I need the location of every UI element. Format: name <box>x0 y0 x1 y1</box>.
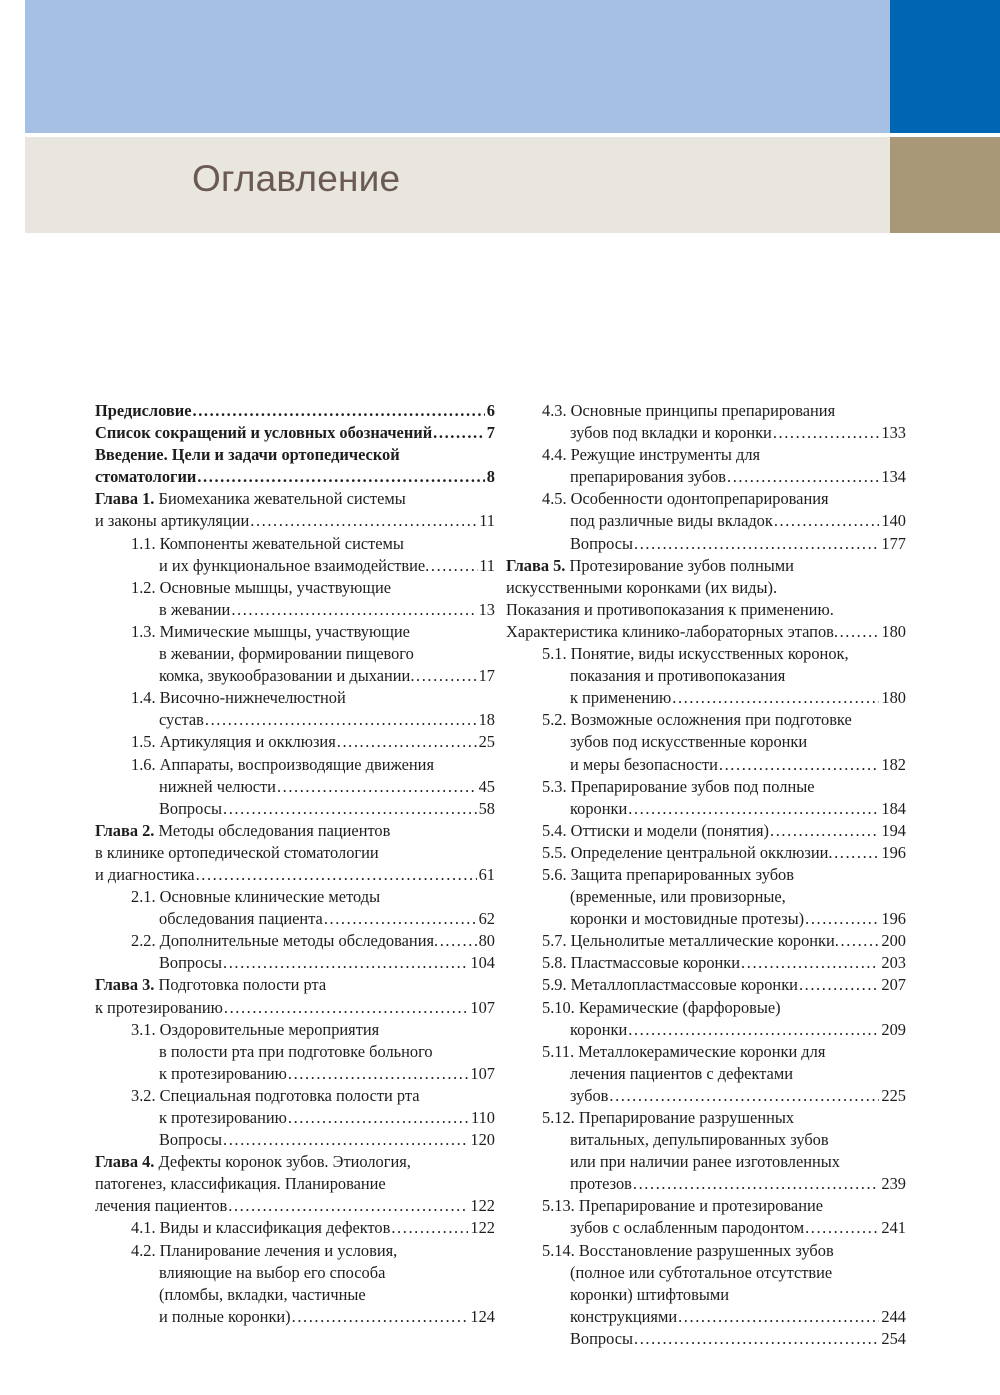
toc-entry[interactable] <box>506 1262 906 1284</box>
toc-entry[interactable] <box>95 864 495 886</box>
toc-page-number: 184 <box>881 798 906 818</box>
toc-page-number: 13 <box>478 599 495 619</box>
toc-entry-text: 4.4. Режущие инструменты для <box>542 445 761 465</box>
toc-page-number: 104 <box>470 953 495 973</box>
toc-entry-text: (пломбы, вкладки, частичные <box>159 1284 366 1304</box>
toc-column-right <box>506 400 906 1350</box>
toc-entry[interactable] <box>95 1195 495 1217</box>
toc-entry[interactable] <box>506 1019 906 1041</box>
toc-entry[interactable] <box>95 1063 495 1085</box>
toc-leader-dots <box>196 864 477 886</box>
toc-leader-dots <box>223 798 477 820</box>
toc-entry[interactable] <box>506 599 906 621</box>
toc-page-number: 239 <box>881 1174 906 1194</box>
decorative-band-beige-light <box>25 137 890 233</box>
toc-entry-text: к протезированию <box>95 997 223 1017</box>
toc-leader-dots <box>250 510 477 532</box>
toc-entry[interactable] <box>95 930 495 952</box>
toc-entry-text: 5.11. Металлокерамические коронки для <box>542 1041 826 1061</box>
toc-entry[interactable] <box>95 599 495 621</box>
toc-entry-text: зубов под вкладки и коронки <box>570 423 772 443</box>
toc-page-number: 58 <box>478 798 495 818</box>
toc-entry[interactable] <box>506 621 906 643</box>
toc-entry[interactable] <box>506 731 906 753</box>
toc-entry-text: комка, звукообразовании и дыхании <box>159 666 411 686</box>
toc-entry[interactable] <box>506 952 906 974</box>
toc-entry[interactable] <box>506 1217 906 1239</box>
toc-entry[interactable] <box>506 754 906 776</box>
toc-leader-dots <box>835 930 881 952</box>
page-title: Оглавление <box>192 158 401 199</box>
toc-entry-text: 1.1. Компоненты жевательной системы <box>131 533 404 553</box>
toc-entry[interactable] <box>95 1085 495 1107</box>
toc-entry[interactable] <box>506 1195 906 1217</box>
toc-entry[interactable] <box>95 555 495 577</box>
toc-entry-text: патогенез, классификация. Планирование <box>95 1174 386 1194</box>
toc-entry-text: 2.2. Дополнительные методы обследования <box>131 931 435 951</box>
toc-page-number: 45 <box>478 776 495 796</box>
toc-entry[interactable] <box>95 1173 495 1195</box>
toc-page-number: 207 <box>881 975 906 995</box>
toc-entry[interactable] <box>95 1019 495 1041</box>
toc-entry-text: коронки и мостовидные протезы) <box>570 909 805 929</box>
toc-entry-text: коронки) штифтовыми <box>570 1284 729 1304</box>
header-banner <box>0 0 1000 234</box>
toc-entry-text: к протезированию <box>159 1063 287 1083</box>
toc-leader-dots <box>410 665 477 687</box>
toc-entry[interactable] <box>95 776 495 798</box>
toc-entry[interactable] <box>95 533 495 555</box>
toc-entry[interactable] <box>95 510 495 532</box>
toc-entry-text: под различные виды вкладок <box>570 511 773 531</box>
toc-entry-text: обследования пациента <box>159 909 323 929</box>
toc-entry[interactable] <box>506 930 906 952</box>
toc-entry[interactable] <box>506 1129 906 1151</box>
toc-entry[interactable] <box>506 1151 906 1173</box>
toc-entry[interactable] <box>506 776 906 798</box>
toc-entry-text: 5.2. Возможные осложнения при подготовке <box>542 710 852 730</box>
toc-entry[interactable] <box>95 400 495 422</box>
toc-leader-dots <box>292 1306 469 1328</box>
toc-entry[interactable] <box>506 997 906 1019</box>
toc-entry-text: 4.3. Основные принципы препарирования <box>542 401 836 420</box>
toc-leader-dots <box>228 1195 468 1217</box>
toc-entry-text: 4.5. Особенности одонтопрепарирования <box>542 489 829 509</box>
toc-entry[interactable] <box>506 842 906 864</box>
toc-entry-text: Методы обследования пациентов <box>158 820 391 840</box>
toc-entry-text: 5.1. Понятие, виды искусственных коронок, <box>542 644 849 664</box>
toc-entry-text: 5.10. Керамические (фарфоровые) <box>542 997 781 1017</box>
toc-page-number: 196 <box>881 909 906 929</box>
toc-entry-text: Вопросы <box>159 1130 222 1150</box>
toc-leader-dots <box>223 952 468 974</box>
toc-entry-text: 5.3. Препарирование зубов под полные <box>542 776 815 796</box>
toc-leader-dots <box>224 997 469 1019</box>
toc-page-number: 254 <box>881 1328 906 1348</box>
toc-entry-text: лечения пациентов <box>95 1196 228 1216</box>
toc-leader-dots <box>231 599 476 621</box>
toc-entry-text: препарирования зубов <box>570 467 727 487</box>
toc-entry-text: зубов с ослабленным пародонтом <box>570 1218 805 1238</box>
toc-leader-dots <box>425 555 478 577</box>
toc-entry-chapter-label: Глава 4. <box>95 1152 155 1172</box>
toc-page-number: 124 <box>470 1306 495 1326</box>
toc-entry-text: искусственными коронками (их виды). <box>506 577 778 597</box>
toc-page-number: 8 <box>486 467 495 487</box>
toc-entry[interactable] <box>506 665 906 687</box>
toc-entry-text: 5.12. Препарирование разрушенных <box>542 1108 795 1127</box>
toc-entry[interactable] <box>506 1240 906 1262</box>
toc-page-number: 107 <box>470 997 495 1017</box>
toc-entry[interactable] <box>506 1041 906 1063</box>
toc-entry-text: Дефекты коронок зубов. Этиология, <box>158 1152 411 1172</box>
toc-entry-text: конструкциями <box>570 1306 678 1326</box>
toc-entry[interactable] <box>95 997 495 1019</box>
toc-leader-dots <box>634 1328 879 1350</box>
toc-page-number: 6 <box>486 401 495 420</box>
toc-entry-text: 5.5. Определение центральной окклюзии <box>542 842 829 862</box>
toc-entry[interactable] <box>506 908 906 930</box>
toc-page-number: 203 <box>881 953 906 973</box>
toc-entry[interactable] <box>95 731 495 753</box>
toc-leader-dots <box>628 1019 879 1041</box>
toc-leader-dots <box>277 776 477 798</box>
decorative-band-blue-dark <box>890 0 1000 133</box>
toc-entry-text: 5.9. Металлопластмассовые коронки <box>542 975 798 995</box>
toc-entry-text: 1.2. Основные мышцы, участвующие <box>131 577 392 597</box>
toc-entry-text: и полные коронки) <box>159 1306 291 1326</box>
toc-entry-text: или при наличии ранее изготовленных <box>570 1152 840 1172</box>
toc-leader-dots <box>391 1217 468 1239</box>
toc-entry[interactable] <box>95 444 495 466</box>
toc-entry-text: 1.5. Артикуляция и окклюзия <box>131 732 336 752</box>
toc-leader-dots <box>193 400 485 422</box>
toc-entry[interactable] <box>95 1240 495 1262</box>
toc-entry-text: 5.13. Препарирование и протезирование <box>542 1196 824 1216</box>
toc-entry[interactable] <box>95 820 495 842</box>
toc-page-number: 209 <box>881 1019 906 1039</box>
toc-entry[interactable] <box>95 842 495 864</box>
toc-entry-text: 4.1. Виды и классификация дефектов <box>131 1218 391 1238</box>
toc-page-number: 225 <box>881 1085 906 1105</box>
toc-entry[interactable] <box>95 1151 495 1173</box>
toc-entry-text: Характеристика клинико-лабораторных этапов <box>506 621 834 641</box>
toc-entry[interactable] <box>95 422 495 444</box>
toc-leader-dots <box>197 466 484 488</box>
toc-entry[interactable] <box>506 555 906 577</box>
toc-entry[interactable] <box>95 665 495 687</box>
toc-entry[interactable] <box>506 864 906 886</box>
toc-entry[interactable] <box>506 533 906 555</box>
toc-entry[interactable] <box>506 400 906 422</box>
toc-entry-text: 1.6. Аппараты, воспроизводящие движения <box>131 754 434 774</box>
toc-entry[interactable] <box>506 422 906 444</box>
toc-entry-text: и диагностика <box>95 864 195 884</box>
toc-entry[interactable] <box>95 1129 495 1151</box>
toc-entry-text: 3.1. Оздоровительные мероприятия <box>131 1019 380 1039</box>
toc-entry-text: 5.8. Пластмассовые коронки <box>542 953 741 973</box>
toc-entry-text: Введение. Цели и задачи ортопедической <box>95 445 400 465</box>
toc-entry[interactable] <box>95 643 495 665</box>
toc-leader-dots <box>434 930 478 952</box>
toc-entry[interactable] <box>506 820 906 842</box>
toc-entry-text: в жевании <box>159 599 231 619</box>
toc-entry-text: лечения пациентов с дефектами <box>570 1063 793 1083</box>
toc-entry-text: витальных, депульпированных зубов <box>570 1130 829 1150</box>
toc-page-number: 194 <box>881 820 906 840</box>
toc-leader-dots <box>205 709 477 731</box>
toc-entry-text: к протезированию <box>159 1108 287 1127</box>
toc-entry[interactable] <box>506 1328 906 1350</box>
toc-entry[interactable] <box>506 1063 906 1085</box>
toc-entry[interactable] <box>506 466 906 488</box>
toc-entry[interactable] <box>95 1262 495 1284</box>
toc-page-number: 7 <box>486 423 495 443</box>
toc-page-number: 182 <box>881 754 906 774</box>
toc-page-number: 122 <box>470 1196 495 1216</box>
toc-entry-text: Список сокращений и условных обозначений <box>95 423 433 443</box>
toc-entry-text: стоматологии <box>95 467 197 487</box>
toc-entry-text: и меры безопасности <box>570 754 718 774</box>
toc-entry[interactable] <box>506 510 906 532</box>
toc-page-number: 18 <box>478 710 495 730</box>
toc-entry-text: Вопросы <box>159 953 222 973</box>
toc-page-number: 25 <box>478 732 495 752</box>
toc-entry-text: нижней челюсти <box>159 776 276 796</box>
toc-entry[interactable] <box>506 974 906 996</box>
toc-entry[interactable] <box>506 1085 906 1107</box>
toc-page-number: 180 <box>881 688 906 708</box>
toc-entry-text: 5.4. Оттиски и модели (понятия) <box>542 820 770 840</box>
toc-entry-chapter-label: Глава 2. <box>95 820 155 840</box>
toc-entry-text: в клинике ортопедической стоматологии <box>95 842 379 862</box>
toc-entry-chapter-label: Глава 1. <box>95 489 155 509</box>
toc-leader-dots <box>805 908 879 930</box>
toc-entry[interactable] <box>95 488 495 510</box>
toc-leader-dots <box>799 974 879 996</box>
toc-leader-dots <box>741 952 879 974</box>
toc-leader-dots <box>805 1217 879 1239</box>
toc-entry[interactable] <box>95 466 495 488</box>
toc-entry[interactable] <box>95 886 495 908</box>
toc-entry[interactable] <box>95 798 495 820</box>
toc-page-number: 122 <box>470 1218 495 1238</box>
toc-entry[interactable] <box>506 444 906 466</box>
toc-entry[interactable] <box>95 952 495 974</box>
toc-leader-dots <box>324 908 477 930</box>
toc-entry-text: 5.6. Защита препарированных зубов <box>542 864 794 884</box>
toc-entry-text: в полости рта при подготовке больного <box>159 1041 433 1061</box>
toc-page-number: 62 <box>478 909 495 929</box>
toc-entry[interactable] <box>506 687 906 709</box>
toc-entry-text: (полное или субтотальное отсутствие <box>570 1262 833 1282</box>
toc-entry[interactable] <box>506 886 906 908</box>
toc-page-number: 110 <box>471 1108 495 1127</box>
toc-entry-text: 2.1. Основные клинические методы <box>131 887 381 907</box>
toc-entry-text: к применению <box>570 688 672 708</box>
toc-entry[interactable] <box>95 1107 495 1129</box>
toc-leader-dots <box>633 1173 880 1195</box>
toc-leader-dots <box>678 1306 879 1328</box>
toc-entry[interactable] <box>95 1284 495 1306</box>
toc-entry[interactable] <box>95 709 495 731</box>
toc-entry-text: и их функциональное взаимодействие <box>159 555 426 575</box>
toc-entry-text: (временные, или провизорные, <box>570 887 786 907</box>
toc-leader-dots <box>774 510 880 532</box>
toc-entry-text: зубов под искусственные коронки <box>570 732 808 752</box>
toc-entry-text: влияющие на выбор его способа <box>159 1262 386 1282</box>
toc-entry[interactable] <box>506 577 906 599</box>
toc-entry-text: Вопросы <box>159 798 222 818</box>
toc-entry[interactable] <box>506 643 906 665</box>
toc-leader-dots <box>727 466 879 488</box>
toc-page-number: 120 <box>470 1130 495 1150</box>
toc-entry[interactable] <box>506 709 906 731</box>
toc-entry-text: 1.3. Мимические мышцы, участвующие <box>131 621 410 641</box>
toc-entry[interactable] <box>95 687 495 709</box>
toc-page-number: 196 <box>881 842 906 862</box>
toc-entry-text: сустав <box>159 710 204 730</box>
toc-entry[interactable] <box>506 1284 906 1306</box>
toc-leader-dots <box>223 1129 468 1151</box>
toc-entry-text: Подготовка полости рта <box>158 975 327 995</box>
toc-entry-text: зубов <box>570 1085 609 1105</box>
toc-entry-text: 3.2. Специальная подготовка полости рта <box>131 1085 420 1105</box>
toc-entry[interactable] <box>95 1041 495 1063</box>
toc-page-number: 11 <box>479 511 495 531</box>
toc-entry[interactable] <box>95 754 495 776</box>
toc-entry-text: Показания и противопоказания к применению. <box>506 599 834 619</box>
toc-page-number: 17 <box>478 666 495 686</box>
toc-entry-text: Предисловие <box>95 401 192 420</box>
toc-leader-dots <box>609 1085 879 1107</box>
toc-page-number: 107 <box>470 1063 495 1083</box>
toc-entry-text: коронки <box>570 1019 628 1039</box>
toc-entry[interactable] <box>95 621 495 643</box>
toc-leader-dots <box>288 1063 469 1085</box>
toc-leader-dots <box>834 621 881 643</box>
toc-entry-text: протезов <box>570 1174 632 1194</box>
toc-page-number: 241 <box>881 1218 906 1238</box>
toc-entry-text: 5.7. Цельнолитые металлические коронки <box>542 931 835 951</box>
toc-leader-dots <box>337 731 477 753</box>
toc-page-number: 244 <box>881 1306 906 1326</box>
toc-entry-text: 1.4. Височно-нижнечелюстной <box>131 688 346 708</box>
toc-entry[interactable] <box>506 798 906 820</box>
toc-entry[interactable] <box>95 577 495 599</box>
toc-leader-dots <box>773 422 880 444</box>
toc-entry-chapter-label: Глава 5. <box>506 555 566 575</box>
toc-entry[interactable] <box>506 1107 906 1129</box>
decorative-band-beige-dark <box>890 137 1000 233</box>
toc-leader-dots <box>433 422 485 444</box>
toc-page-number: 134 <box>881 467 906 487</box>
toc-page-number: 80 <box>478 931 495 951</box>
toc-page-number: 133 <box>881 423 906 443</box>
toc-leader-dots <box>672 687 879 709</box>
toc-column-left <box>95 400 495 1328</box>
toc-entry-text: показания и противопоказания <box>570 666 786 686</box>
toc-entry-text: в жевании, формировании пищевого <box>159 644 414 664</box>
toc-entry-text: Вопросы <box>570 533 633 553</box>
toc-entry[interactable] <box>506 488 906 510</box>
toc-page-number: 180 <box>881 621 906 641</box>
toc-entry[interactable] <box>506 1173 906 1195</box>
toc-entry-text: 5.14. Восстановление разрушенных зубов <box>542 1240 834 1260</box>
toc-leader-dots <box>634 533 879 555</box>
toc-entry[interactable] <box>95 1217 495 1239</box>
toc-entry-chapter-label: Глава 3. <box>95 975 155 995</box>
toc-leader-dots <box>828 842 880 864</box>
toc-entry-text: Вопросы <box>570 1328 633 1348</box>
toc-entry-text: коронки <box>570 798 628 818</box>
toc-entry[interactable] <box>506 1306 906 1328</box>
toc-page-number: 11 <box>479 555 495 575</box>
decorative-band-blue-light <box>25 0 890 133</box>
toc-page-number: 200 <box>881 931 906 951</box>
toc-entry[interactable] <box>95 974 495 996</box>
toc-page-number: 140 <box>881 511 906 531</box>
toc-entry-text: Биомеханика жевательной системы <box>158 489 406 509</box>
toc-leader-dots <box>770 820 879 842</box>
toc-entry-text: Протезирование зубов полными <box>569 555 794 575</box>
toc-entry-text: и законы артикуляции <box>95 511 250 531</box>
toc-page-number: 177 <box>881 533 906 553</box>
toc-entry-text: 4.2. Планирование лечения и условия, <box>131 1240 398 1260</box>
toc-entry[interactable] <box>95 908 495 930</box>
toc-leader-dots <box>628 798 879 820</box>
toc-entry[interactable] <box>95 1306 495 1328</box>
toc-page-number: 61 <box>478 864 495 884</box>
toc-leader-dots <box>288 1107 469 1129</box>
toc-leader-dots <box>719 754 880 776</box>
